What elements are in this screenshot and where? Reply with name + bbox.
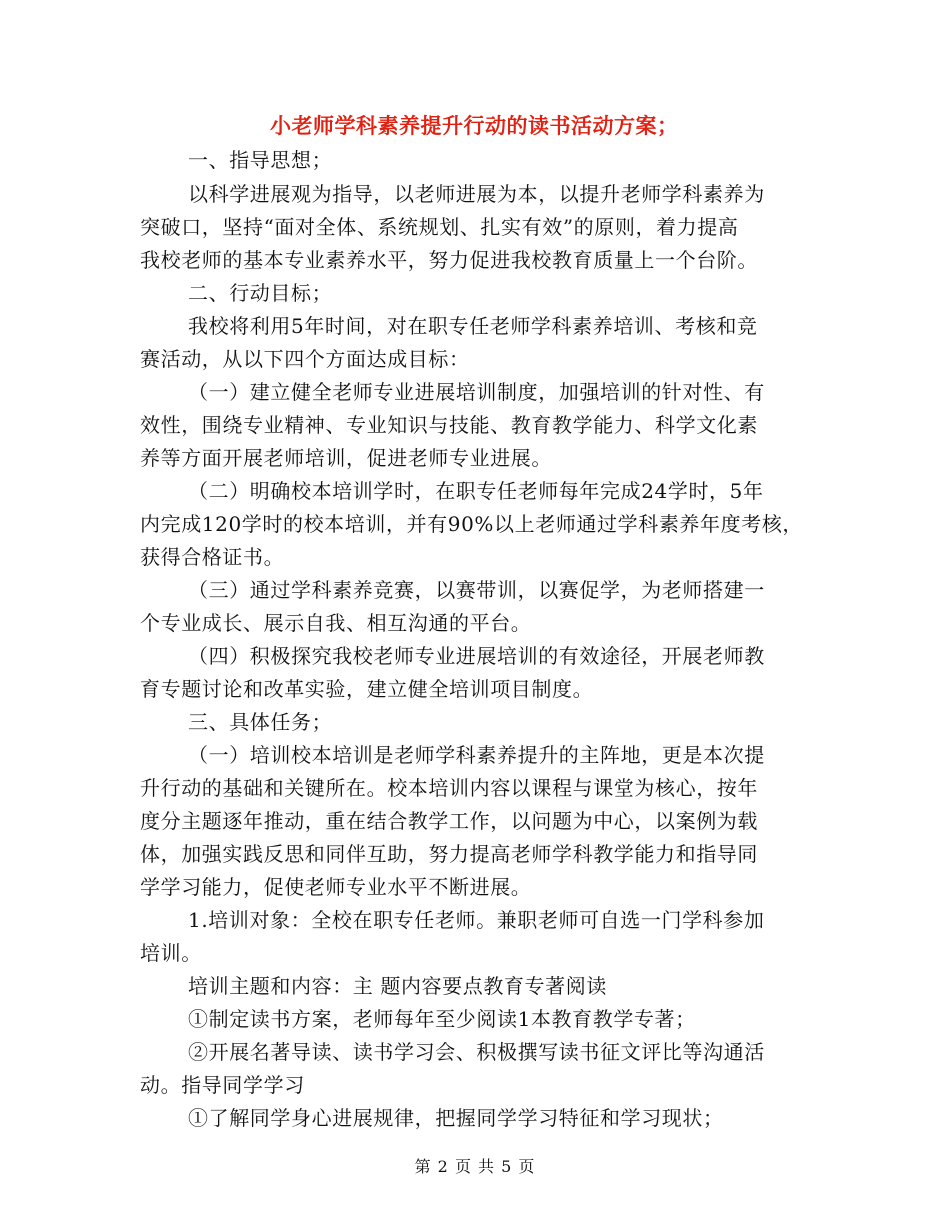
paragraph-line: 赛活动，从以下四个方面达成目标： — [140, 347, 470, 371]
paragraph-line: 养等方面开展老师培训，促进老师专业进展。 — [140, 446, 552, 470]
paragraph-line: 内完成120学时的校本培训，并有90%以上老师通过学科素养年度考核， — [140, 512, 804, 536]
paragraph-line: （一）建立健全老师专业进展培训制度，加强培训的针对性、有 — [188, 380, 765, 404]
paragraph-line: （一）培训校本培训是老师学科素养提升的主阵地，更是本次提 — [188, 743, 765, 767]
list-item: ②开展名著导读、读书学习会、积极撰写读书征文评比等沟通活 — [188, 1040, 765, 1064]
paragraph-line: 获得合格证书。 — [140, 545, 285, 569]
document-title: 小老师学科素养提升行动的读书活动方案； — [270, 113, 679, 138]
paragraph-line: 体，加强实践反思和同伴互助，努力提高老师学科教学能力和指导同 — [140, 842, 758, 866]
paragraph-line: 效性，围绕专业精神、专业知识与技能、教育教学能力、科学文化素 — [140, 413, 758, 437]
paragraph-line: 突破口，坚持“面对全体、系统规划、扎实有效”的原则，着力提高 — [140, 215, 739, 239]
paragraph-line: （二）明确校本培训学时，在职专任老师每年完成24学时，5年 — [188, 479, 764, 503]
paragraph-line: 培训主题和内容：主 题内容要点教育专著阅读 — [188, 974, 607, 998]
paragraph-line: 1.培训对象：全校在职专任老师。兼职老师可自选一门学科参加 — [188, 908, 765, 932]
paragraph-line: 我校将利用5年时间，对在职专任老师学科素养培训、考核和竞 — [188, 314, 758, 338]
section-heading-1: 一、指导思想； — [188, 148, 333, 172]
paragraph-line: 个专业成长、展示自我、相互沟通的平台。 — [140, 611, 532, 635]
paragraph-line: 学学习能力，促使老师专业水平不断进展。 — [140, 875, 532, 899]
list-item: ①制定读书方案，老师每年至少阅读1本教育教学专著； — [188, 1007, 696, 1031]
paragraph-line: 培训。 — [140, 941, 202, 965]
paragraph-line: （三）通过学科素养竞赛，以赛带训，以赛促学，为老师搭建一 — [188, 578, 765, 602]
paragraph-line: （四）积极探究我校老师专业进展培训的有效途径，开展老师教 — [188, 644, 765, 668]
section-heading-3: 三、具体任务； — [188, 710, 333, 734]
paragraph-line: 升行动的基础和关键所在。校本培训内容以课程与课堂为核心，按年 — [140, 776, 758, 800]
paragraph-line: 以科学进展观为指导，以老师进展为本，以提升老师学科素养为 — [188, 182, 765, 206]
page-number-footer: 第 2 页 共 5 页 — [414, 1157, 536, 1176]
paragraph-line: 度分主题逐年推动，重在结合教学工作，以问题为中心，以案例为载 — [140, 809, 758, 833]
paragraph-line: 育专题讨论和改革实验，建立健全培训项目制度。 — [140, 677, 594, 701]
paragraph-line: 我校老师的基本专业素养水平，努力促进我校教育质量上一个台阶。 — [140, 248, 758, 272]
paragraph-line: 动。指导同学学习 — [140, 1073, 305, 1097]
section-heading-2: 二、行动目标； — [188, 281, 333, 305]
list-item: ①了解同学身心进展规律，把握同学学习特征和学习现状； — [188, 1106, 724, 1130]
